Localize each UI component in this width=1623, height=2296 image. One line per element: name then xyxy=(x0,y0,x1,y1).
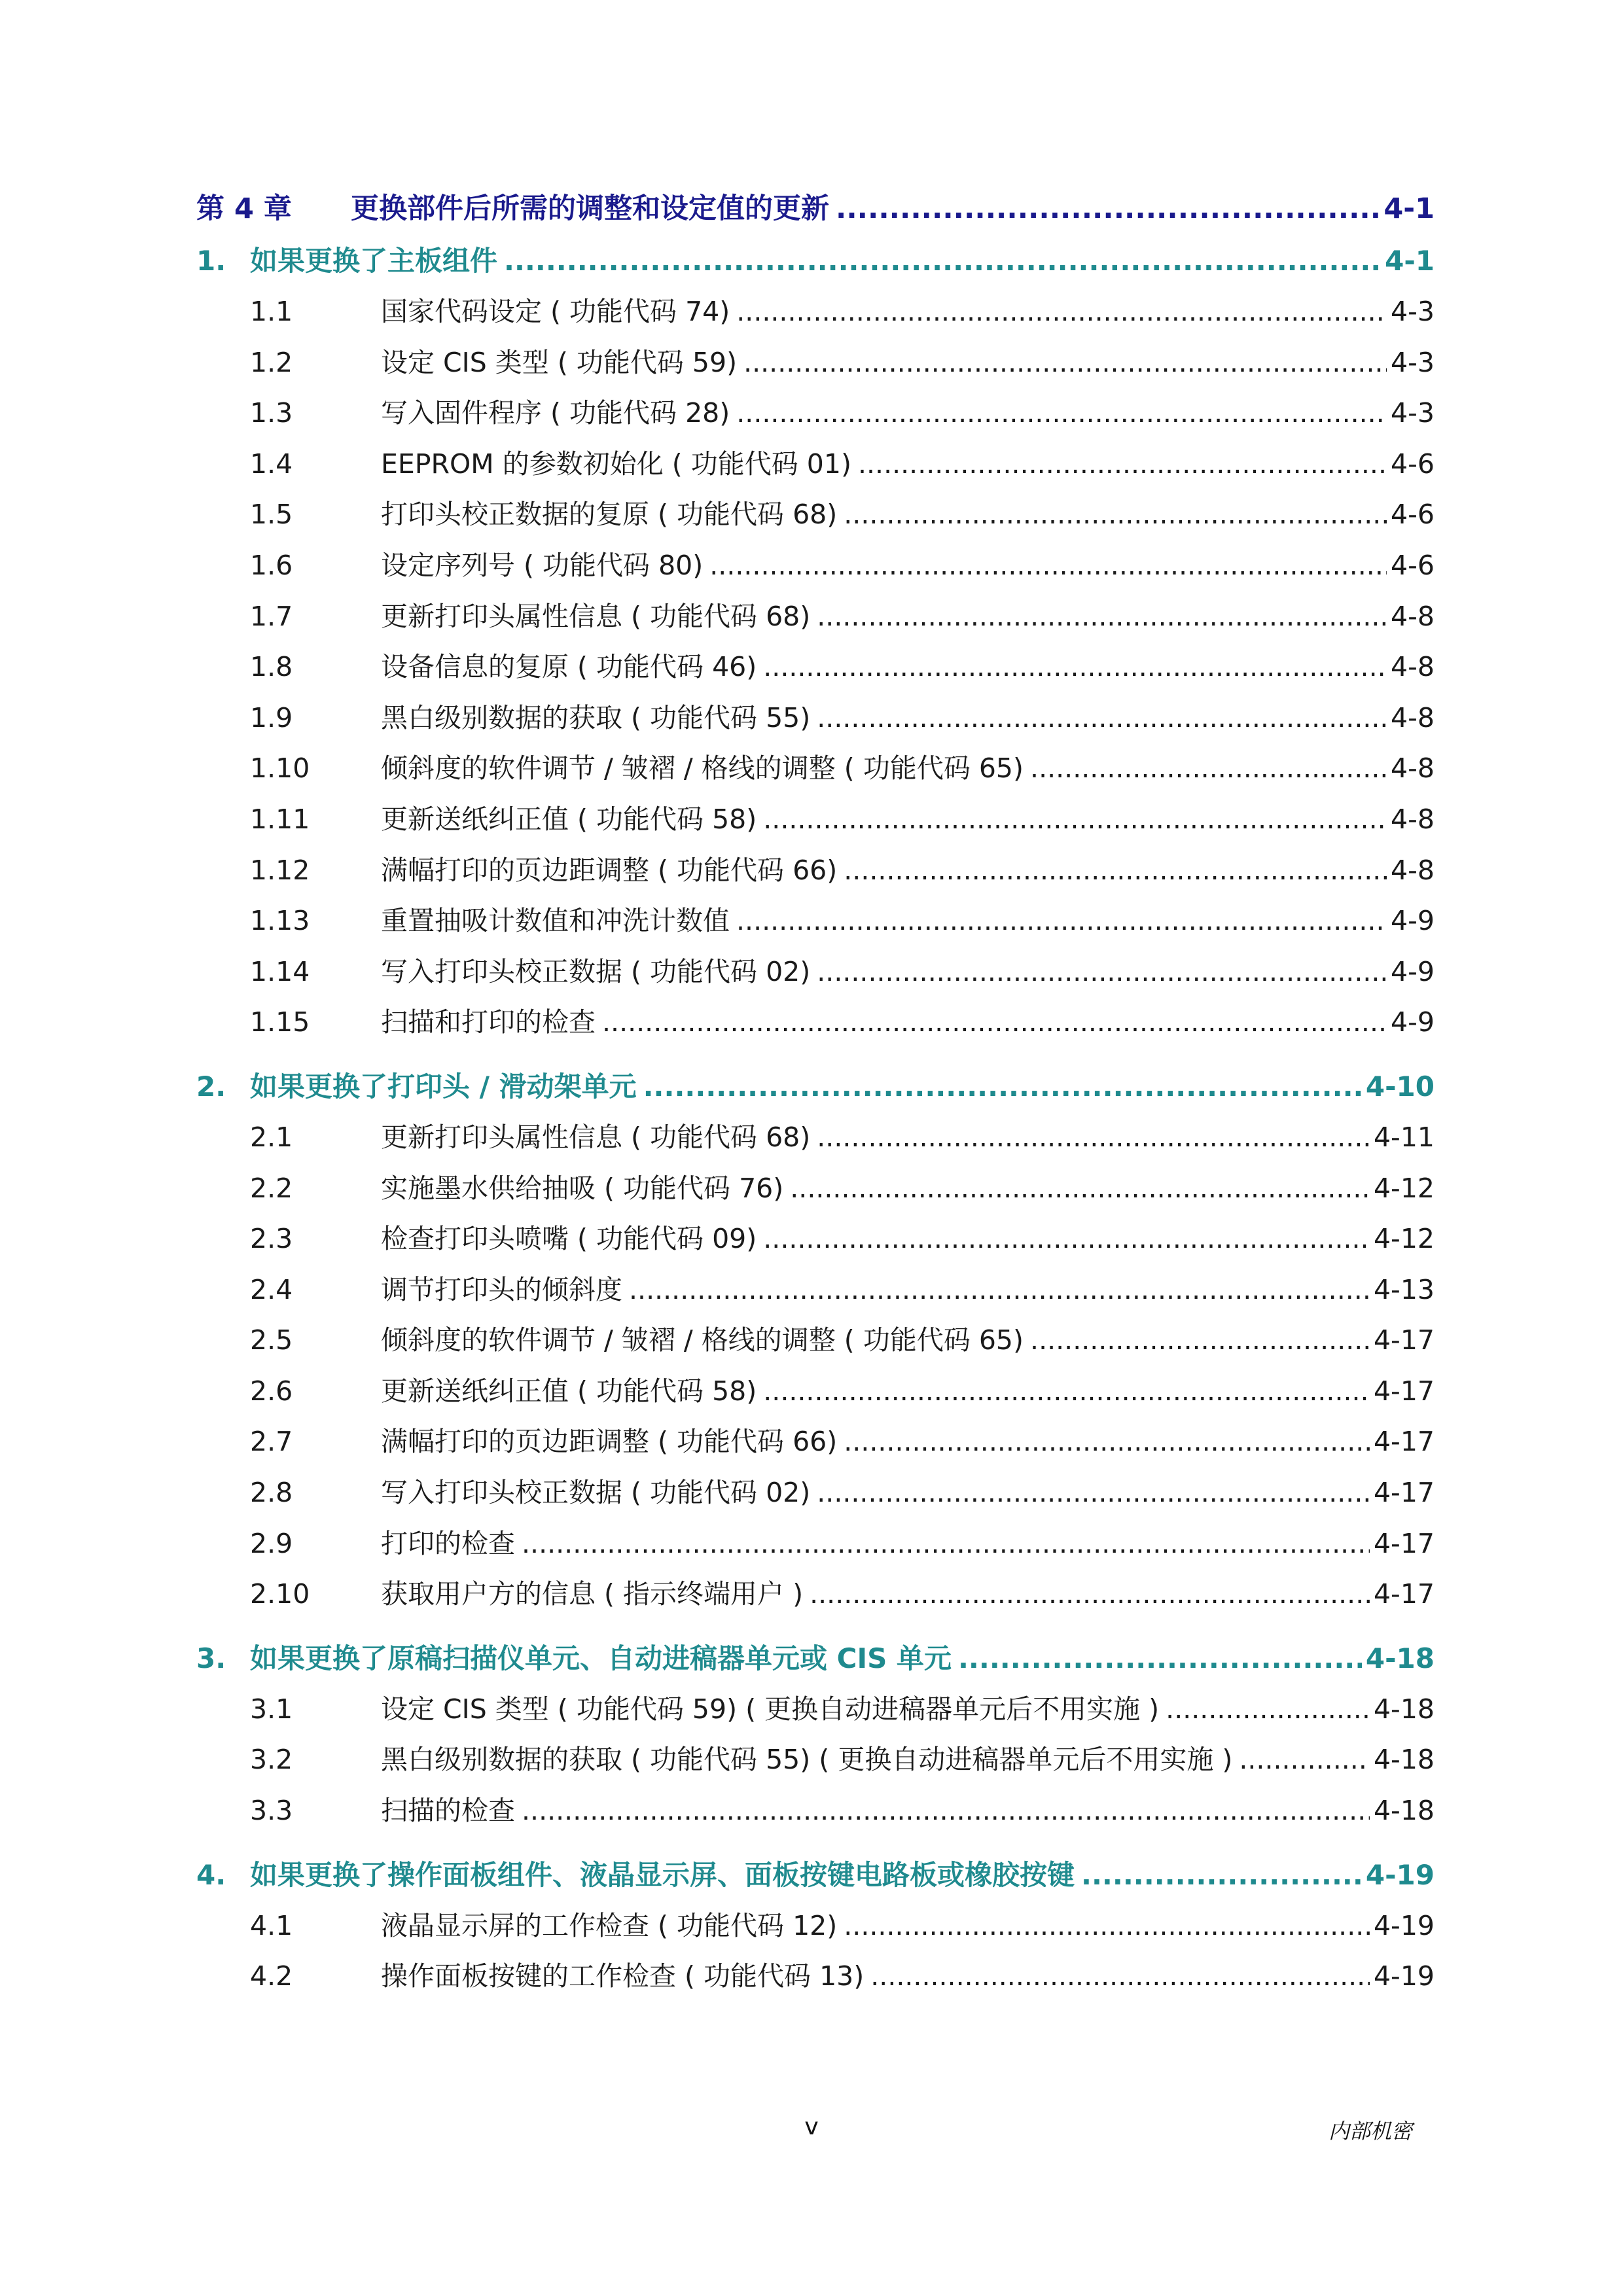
toc-item-title: 获取用户方的信息 ( 指示终端用户 ) xyxy=(381,1578,804,1610)
dot-leader xyxy=(709,540,1387,592)
toc-item-title: 满幅打印的页边距调整 ( 功能代码 66) xyxy=(381,854,838,886)
toc-item[interactable] xyxy=(196,693,1435,744)
toc-section-page: 4-19 xyxy=(1365,1858,1435,1891)
dot-leader xyxy=(1166,1684,1370,1735)
toc-item[interactable] xyxy=(196,1519,1435,1570)
dot-leader xyxy=(643,1061,1362,1112)
toc-item[interactable] xyxy=(196,1163,1435,1214)
toc-item-number: 1.8 xyxy=(250,651,293,683)
toc-section-page: 4-10 xyxy=(1365,1070,1435,1103)
toc-item[interactable] xyxy=(196,338,1435,389)
chapter-heading[interactable] xyxy=(196,185,1435,233)
toc-item[interactable] xyxy=(196,1417,1435,1468)
toc-item-number: 2.6 xyxy=(250,1375,293,1407)
toc-item-number: 2.9 xyxy=(250,1527,293,1559)
dot-leader xyxy=(736,388,1387,439)
toc-item-title: 设备信息的复原 ( 功能代码 46) xyxy=(381,651,757,683)
toc-item-title: 更新打印头属性信息 ( 功能代码 68) xyxy=(381,600,811,632)
footer-page-number: v xyxy=(804,2113,819,2140)
dot-leader xyxy=(844,1901,1370,1952)
toc-item-page: 4-17 xyxy=(1373,1324,1435,1356)
toc-item-title: 更新打印头属性信息 ( 功能代码 68) xyxy=(381,1121,811,1153)
toc-item-title: 更新送纸纠正值 ( 功能代码 58) xyxy=(381,1375,757,1407)
toc-item-number: 1.11 xyxy=(250,803,310,835)
toc-item-page: 4-3 xyxy=(1391,397,1435,429)
toc-item-title: EEPROM 的参数初始化 ( 功能代码 01) xyxy=(381,448,851,480)
dot-leader xyxy=(810,1569,1370,1620)
toc-item[interactable] xyxy=(196,1315,1435,1366)
toc-section-number: 2. xyxy=(196,1070,226,1103)
toc-item-number: 4.1 xyxy=(250,1909,293,1941)
toc-item-page: 4-8 xyxy=(1391,651,1435,683)
dot-leader xyxy=(817,1112,1370,1163)
toc-item-title: 设定序列号 ( 功能代码 80) xyxy=(381,549,704,581)
toc-item-number: 1.15 xyxy=(250,1006,310,1038)
toc-section-number: 4. xyxy=(196,1858,226,1891)
dot-leader xyxy=(817,693,1387,744)
dot-leader xyxy=(504,236,1381,287)
toc-item[interactable] xyxy=(196,1214,1435,1265)
toc-item-page: 4-18 xyxy=(1373,1693,1435,1725)
toc-item-page: 4-19 xyxy=(1373,1960,1435,1992)
toc-item-number: 2.3 xyxy=(250,1223,293,1255)
toc-item-number: 3.1 xyxy=(250,1693,293,1725)
toc-item-page: 4-17 xyxy=(1373,1527,1435,1559)
toc-item-title: 扫描和打印的检查 xyxy=(381,1006,596,1038)
toc-sections xyxy=(196,236,1435,2002)
toc-item-page: 4-17 xyxy=(1373,1375,1435,1407)
toc-item-title: 调节打印头的倾斜度 xyxy=(381,1273,622,1305)
toc-item-title: 操作面板按键的工作检查 ( 功能代码 13) xyxy=(381,1960,865,1992)
dot-leader xyxy=(790,1163,1370,1214)
dot-leader xyxy=(958,1633,1362,1684)
toc-item[interactable] xyxy=(196,1265,1435,1316)
dot-leader xyxy=(817,947,1387,998)
toc-item-title: 写入固件程序 ( 功能代码 28) xyxy=(381,397,730,429)
toc-item[interactable] xyxy=(196,1735,1435,1786)
toc-item-number: 1.10 xyxy=(250,752,310,785)
toc-item[interactable] xyxy=(196,439,1435,490)
dot-leader xyxy=(817,592,1387,643)
toc-item-number: 1.5 xyxy=(250,499,293,531)
dot-leader xyxy=(522,1786,1370,1837)
toc-item[interactable] xyxy=(196,1901,1435,1952)
toc-section-number: 3. xyxy=(196,1642,226,1674)
dot-leader xyxy=(836,185,1380,233)
dot-leader xyxy=(763,1214,1370,1265)
toc-item[interactable] xyxy=(196,845,1435,896)
dot-leader xyxy=(743,338,1387,389)
toc-section-page: 4-1 xyxy=(1385,245,1435,277)
toc-item[interactable] xyxy=(196,592,1435,643)
toc-item-number: 2.5 xyxy=(250,1324,293,1356)
toc-item[interactable] xyxy=(196,1951,1435,2002)
toc-section-number: 1. xyxy=(196,245,226,277)
dot-leader xyxy=(1081,1850,1362,1901)
toc-item-title: 倾斜度的软件调节 / 皱褶 / 格线的调整 ( 功能代码 65) xyxy=(381,752,1024,785)
toc-item-number: 1.6 xyxy=(250,549,293,581)
dot-leader xyxy=(1030,1315,1370,1366)
footer-confidential: 内部机密 xyxy=(1329,2119,1413,2144)
toc-item-page: 4-19 xyxy=(1373,1909,1435,1941)
toc-item-number: 1.13 xyxy=(250,905,310,937)
chapter-page: 4-1 xyxy=(1383,192,1435,225)
toc-item-title: 扫描的检查 xyxy=(381,1795,515,1827)
toc-item-page: 4-3 xyxy=(1391,296,1435,327)
toc-item[interactable] xyxy=(196,1786,1435,1837)
toc-item[interactable] xyxy=(196,896,1435,947)
toc-section[interactable] xyxy=(196,236,1435,287)
dot-leader xyxy=(858,439,1387,490)
toc-item-title: 重置抽吸计数值和冲洗计数值 xyxy=(381,905,730,937)
dot-leader xyxy=(1239,1735,1370,1786)
toc-item-title: 液晶显示屏的工作检查 ( 功能代码 12) xyxy=(381,1909,838,1941)
toc-item-title: 写入打印头校正数据 ( 功能代码 02) xyxy=(381,955,811,987)
toc-item-page: 4-8 xyxy=(1391,701,1435,733)
toc-section[interactable] xyxy=(196,1850,1435,1901)
dot-leader xyxy=(763,794,1387,845)
toc-item-number: 1.7 xyxy=(250,600,293,632)
dot-leader xyxy=(763,642,1387,693)
toc-item-title: 设定 CIS 类型 ( 功能代码 59) ( 更换自动进稿器单元后不用实施 ) xyxy=(381,1693,1160,1725)
toc-item-number: 2.10 xyxy=(250,1578,310,1610)
toc-item[interactable] xyxy=(196,287,1435,338)
toc-item-page: 4-8 xyxy=(1391,752,1435,785)
dot-leader xyxy=(844,489,1387,540)
toc-item-page: 4-18 xyxy=(1373,1744,1435,1776)
toc-section[interactable] xyxy=(196,1633,1435,1684)
toc-item-number: 4.2 xyxy=(250,1960,293,1992)
toc-section-title: 如果更换了原稿扫描仪单元、自动进稿器单元或 CIS 单元 xyxy=(250,1642,952,1674)
dot-leader xyxy=(522,1519,1370,1570)
toc-section-title: 如果更换了操作面板组件、液晶显示屏、面板按键电路板或橡胶按键 xyxy=(250,1858,1075,1891)
toc-item[interactable] xyxy=(196,1684,1435,1735)
toc-item-number: 1.1 xyxy=(250,296,293,327)
toc-item[interactable] xyxy=(196,1468,1435,1519)
toc-item-title: 国家代码设定 ( 功能代码 74) xyxy=(381,296,730,327)
toc-item-title: 检查打印头喷嘴 ( 功能代码 09) xyxy=(381,1223,757,1255)
toc-item-page: 4-12 xyxy=(1373,1223,1435,1255)
toc-item-number: 1.14 xyxy=(250,955,310,987)
toc-item[interactable] xyxy=(196,947,1435,998)
toc-item-page: 4-6 xyxy=(1391,499,1435,531)
toc-section-title: 如果更换了主板组件 xyxy=(250,245,498,277)
toc-item-number: 1.3 xyxy=(250,397,293,429)
toc-item-page: 4-3 xyxy=(1391,346,1435,378)
dot-leader xyxy=(1030,743,1387,794)
toc-item-page: 4-17 xyxy=(1373,1477,1435,1509)
toc-item-page: 4-11 xyxy=(1373,1121,1435,1153)
chapter-number: 第 4 章 xyxy=(196,192,292,225)
toc-item-number: 3.3 xyxy=(250,1795,293,1827)
toc-item[interactable] xyxy=(196,1112,1435,1163)
toc-item-page: 4-8 xyxy=(1391,600,1435,632)
toc-item[interactable] xyxy=(196,1569,1435,1620)
toc-item-page: 4-9 xyxy=(1391,955,1435,987)
toc-item-number: 2.2 xyxy=(250,1172,293,1204)
toc-section[interactable] xyxy=(196,1061,1435,1112)
toc-item[interactable] xyxy=(196,489,1435,540)
toc-item-number: 1.4 xyxy=(250,448,293,480)
toc-item[interactable] xyxy=(196,1366,1435,1417)
toc-item-page: 4-6 xyxy=(1391,448,1435,480)
toc-item-title: 倾斜度的软件调节 / 皱褶 / 格线的调整 ( 功能代码 65) xyxy=(381,1324,1024,1356)
toc-item[interactable] xyxy=(196,997,1435,1048)
toc-item-number: 2.1 xyxy=(250,1121,293,1153)
toc-item-title: 黑白级别数据的获取 ( 功能代码 55) ( 更换自动进稿器单元后不用实施 ) xyxy=(381,1744,1233,1776)
toc-item[interactable] xyxy=(196,642,1435,693)
toc-item-page: 4-13 xyxy=(1373,1273,1435,1305)
toc-item-number: 2.4 xyxy=(250,1273,293,1305)
dot-leader xyxy=(629,1265,1370,1316)
toc-item-title: 实施墨水供给抽吸 ( 功能代码 76) xyxy=(381,1172,784,1204)
toc-item-page: 4-8 xyxy=(1391,803,1435,835)
toc-item[interactable] xyxy=(196,388,1435,439)
toc-item-page: 4-6 xyxy=(1391,549,1435,581)
toc-item-title: 打印的检查 xyxy=(381,1527,515,1559)
toc-item[interactable] xyxy=(196,743,1435,794)
toc-item-number: 3.2 xyxy=(250,1744,293,1776)
toc-item-title: 更新送纸纠正值 ( 功能代码 58) xyxy=(381,803,757,835)
toc-item-title: 满幅打印的页边距调整 ( 功能代码 66) xyxy=(381,1426,838,1458)
table-of-contents xyxy=(196,185,1435,2002)
toc-item[interactable] xyxy=(196,540,1435,592)
toc-item-title: 黑白级别数据的获取 ( 功能代码 55) xyxy=(381,701,811,733)
toc-item-page: 4-17 xyxy=(1373,1426,1435,1458)
toc-item-page: 4-9 xyxy=(1391,905,1435,937)
toc-item-number: 1.9 xyxy=(250,701,293,733)
toc-item-page: 4-9 xyxy=(1391,1006,1435,1038)
toc-item-number: 1.2 xyxy=(250,346,293,378)
toc-item-title: 打印头校正数据的复原 ( 功能代码 68) xyxy=(381,499,838,531)
toc-item-title: 写入打印头校正数据 ( 功能代码 02) xyxy=(381,1477,811,1509)
chapter-title: 更换部件后所需的调整和设定值的更新 xyxy=(351,192,829,225)
dot-leader xyxy=(870,1951,1370,2002)
toc-item-page: 4-18 xyxy=(1373,1795,1435,1827)
toc-item-number: 2.7 xyxy=(250,1426,293,1458)
toc-item-number: 2.8 xyxy=(250,1477,293,1509)
toc-item-title: 设定 CIS 类型 ( 功能代码 59) xyxy=(381,346,738,378)
dot-leader xyxy=(736,287,1387,338)
toc-item-number: 1.12 xyxy=(250,854,310,886)
toc-item-page: 4-17 xyxy=(1373,1578,1435,1610)
toc-item[interactable] xyxy=(196,794,1435,845)
dot-leader xyxy=(844,1417,1370,1468)
dot-leader xyxy=(817,1468,1370,1519)
dot-leader xyxy=(602,997,1387,1048)
dot-leader xyxy=(763,1366,1370,1417)
toc-section-title: 如果更换了打印头 / 滑动架单元 xyxy=(250,1070,637,1103)
toc-item-page: 4-8 xyxy=(1391,854,1435,886)
toc-item-page: 4-12 xyxy=(1373,1172,1435,1204)
dot-leader xyxy=(736,896,1387,947)
dot-leader xyxy=(844,845,1387,896)
toc-section-page: 4-18 xyxy=(1365,1642,1435,1674)
